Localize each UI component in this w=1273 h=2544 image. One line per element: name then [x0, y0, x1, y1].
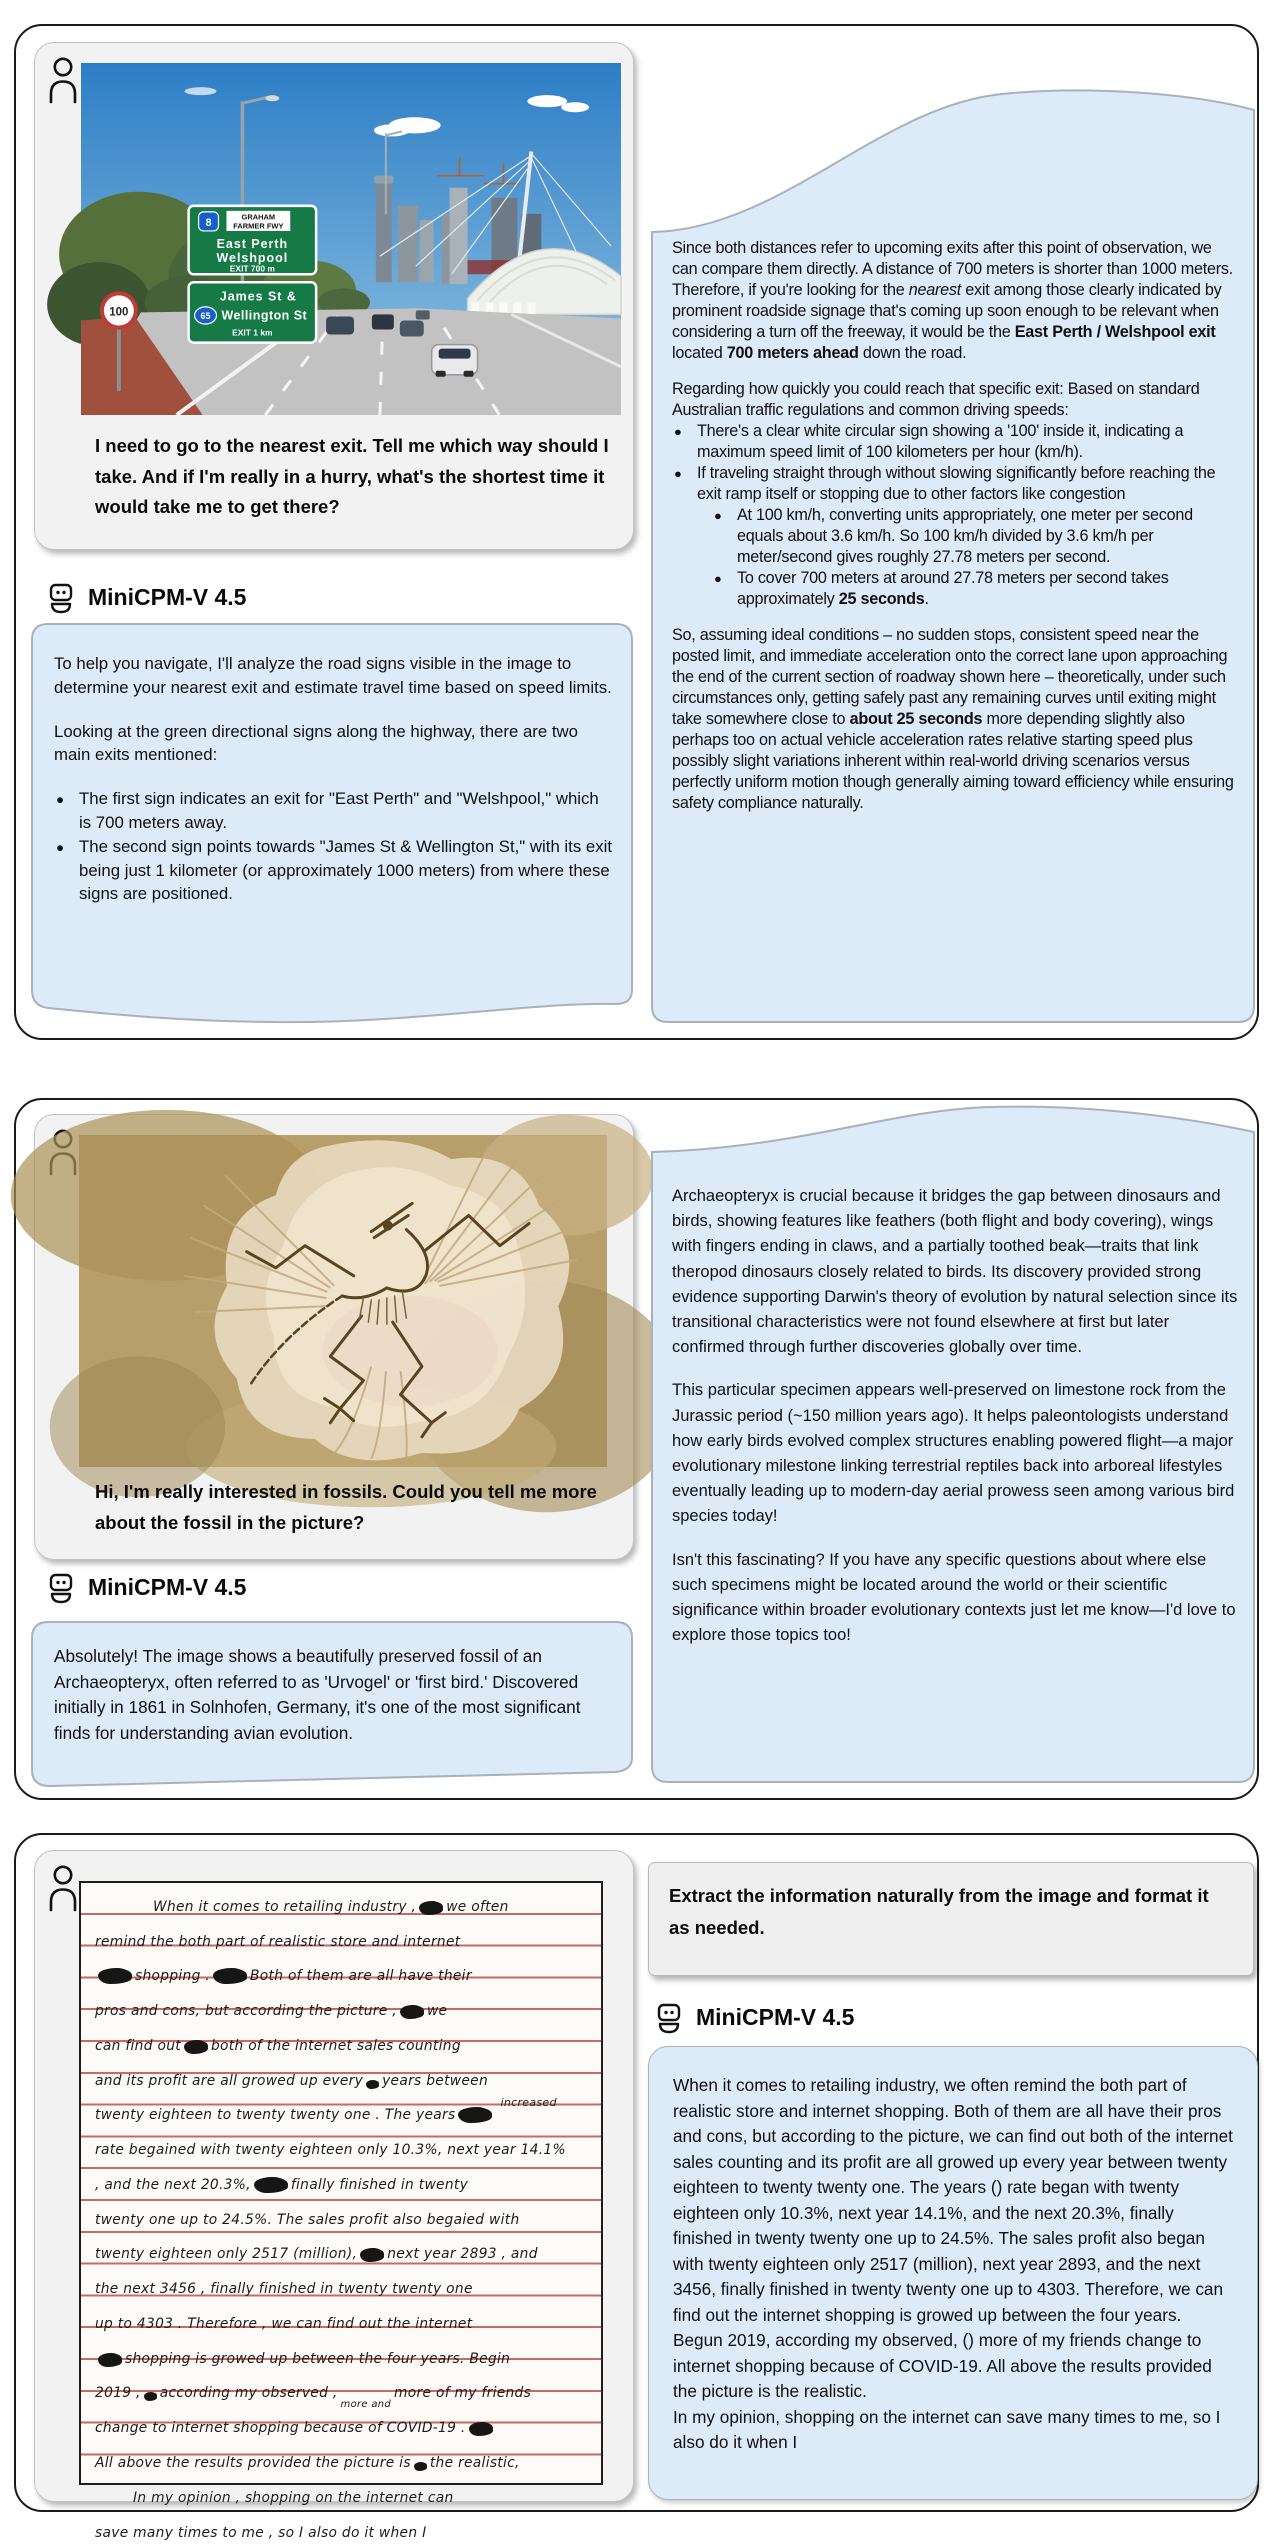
user-icon	[48, 56, 78, 104]
example-panel-navigation	[14, 24, 1259, 1040]
fossil-photo	[79, 1135, 607, 1467]
example-panel-fossil	[14, 1098, 1259, 1800]
handwritten-note-photo	[79, 1881, 603, 2541]
handwritten-line: , and the next 20.3%, finally finished in twenty	[95, 2176, 469, 2193]
ink-scribble	[458, 2107, 492, 2123]
ink-scribble	[469, 2422, 493, 2436]
user-message-card	[34, 1850, 634, 2541]
ink-scribble	[254, 2177, 288, 2193]
svg-text:8: 8	[205, 216, 212, 229]
handwritten-line: shopping is growed up between the four years. Begin	[95, 2335, 593, 2370]
model-name: MiniCPM-V 4.5	[696, 2004, 855, 2030]
svg-text:EXIT 700 m: EXIT 700 m	[229, 263, 275, 274]
ink-scribble	[98, 2353, 122, 2367]
example-panel-handwriting	[14, 1833, 1259, 2541]
robot-icon	[46, 1572, 76, 1604]
user-question: Hi, I'm really interested in fossils. Could you tell me more about the fossil in the picture?	[95, 1481, 597, 1533]
handwritten-line: up to 4303 . Therefore , we can find out the internet	[95, 2315, 473, 2332]
ink-scribble	[366, 2080, 379, 2089]
svg-text:Welshpool: Welshpool	[216, 251, 289, 266]
user-icon	[48, 1864, 78, 1912]
user-question: I need to go to the nearest exit. Tell me which way should I take. And if I'm really in a hurry, what's the shortest time it would take me to get there?	[95, 435, 609, 517]
svg-text:East Perth: East Perth	[216, 236, 289, 252]
handwritten-line: When it comes to retailing industry , we often	[153, 1898, 509, 1915]
assistant-bubble-left	[30, 622, 634, 1026]
assistant-bubble-right	[650, 80, 1256, 1026]
ink-scribble	[419, 1901, 443, 1915]
assistant-response-text: When it comes to retailing industry, we often remind the both part of realistic store and internet shopping. Both of them are all have their pros and cons, but according to the picture, we can find out both of the internet sales counting and its profit are all growed up every year between twenty eighteen to twenty twenty one. The years () rate began with twenty eighteen only 10.3%, next year 14.1%, and the next 20.3%, finally finished in twenty twenty one up to 24.5%. The sales profit also began with twenty eighteen only 2517 (million), next year 2893, and the next 3456, finally finished in twenty twenty one up to 4303. Therefore, we can find out the internet shopping is growed up between the four years. Begun 2019, according my observed, () more of my friends change to internet shopping because of COVID-19. All above the results provided the picture is the realistic. In my opinion, shopping on the internet can save many times to me, so I also do it when I	[673, 2075, 1233, 2452]
assistant-response-text: Since both distances refer to upcoming exits after this point of observation, we can compare them directly. A distance of 700 meters is shorter than 1000 meters. Therefore, if you're looking for the nearest exit among those clearly indicated by prominent roadside signage that's coming up soon enough to be relevant when considering a turn off the freeway, it would be the East Perth / Welshpool exit located 700 meters ahead down the road. Regarding how quickly you could reach that specific exit: Based on standard Australian traffic regulations and common driving speeds: ● There's a clear white circular sign showing a '100' inside it, indicating a maximum speed limit of 100 kilometers per hour (km/h). ● If traveling straight through without slowing significantly before reaching the exit ramp itself or stopping due to other factors like congestion ● At 100 km/h, converting units appropriately, one meter per second equals about 3.6 km/h. So 100 km/h divided by 3.6 km/h per meter/second gives roughly 27.78 meters per second. ● To cover 700 meters at around 27.78 meters per second takes approximately 25 seconds. So, assuming ideal conditions – no sudden stops, consistent speed near the posted limit, and immediate acceleration onto the correct lane upon approaching the end of the current section of roadway shown here – theoretically, under such circumstances only, getting safely past any remaining curves until exiting might take somewhere close to about 25 seconds more depending slightly also perhaps too on actual vehicle acceleration rates relative starting speed plus possibly slight variations inherent within real-world driving scenarios versus perfectly uniform motion though generally aiming toward efficiency while ensuring safety compliance naturally.	[672, 238, 1238, 814]
ink-scribble	[98, 1968, 132, 1984]
robot-icon	[654, 2002, 684, 2034]
assistant-bubble-right	[650, 1100, 1256, 1786]
freeway-sign-2	[189, 282, 317, 342]
model-label-row	[46, 1572, 446, 1608]
handwritten-line: the next 3456 , finally finished in twenty twenty one	[95, 2281, 473, 2298]
model-label-row	[654, 2002, 1054, 2038]
assistant-response-text: Absolutely! The image shows a beautifully preserved fossil of an Archaeopteryx, often referred to as 'Urvogel' or 'first bird.' Discovered initially in 1861 in Solnhofen, Germany, it's one of the most significant finds for understanding avian evolution.	[54, 1646, 581, 1743]
ink-scribble	[360, 2248, 384, 2262]
robot-icon	[46, 582, 76, 614]
svg-text:EXIT 1 km: EXIT 1 km	[232, 327, 273, 338]
assistant-response-text: To help you navigate, I'll analyze the road signs visible in the image to determine your nearest exit and estimate travel time based on speed limits. Looking at the green directional signs along the highway, there are two main exits mentioned: ● The first sign indicates an exit for "East Perth" and "Welshpool," which is 700 meters away. ● The second sign points towards "James St & Wellington St," with its exit being just 1 kilometer (or approximately 1000 meters) from where these signs are positioned.	[54, 652, 612, 906]
handwritten-line: remind the both part of realistic store and internet	[95, 1933, 461, 1950]
handwritten-line: save many times to me , so I also do it when I	[95, 2524, 427, 2541]
handwritten-line: rate begained with twenty eighteen only 10.3%, next year 14.1%	[95, 2142, 566, 2159]
svg-text:Wellington St: Wellington St	[221, 308, 308, 323]
handwritten-line: In my opinion , shopping on the internet can	[133, 2489, 454, 2506]
handwritten-line: twenty eighteen to twenty twenty one . The years increased	[95, 2096, 557, 2124]
svg-text:GRAHAM: GRAHAM	[241, 212, 276, 222]
handwritten-line: All above the results provided the picture is the realistic,	[95, 2455, 520, 2472]
user-message-card	[34, 42, 634, 550]
assistant-bubble	[648, 2046, 1258, 2500]
svg-text:65: 65	[200, 310, 211, 321]
svg-text:James St &: James St &	[219, 289, 297, 304]
ink-scribble	[184, 2040, 208, 2054]
handwritten-line: change to internet shopping because of COVID-19 .	[95, 2404, 593, 2439]
freeway-sign-1	[189, 206, 317, 274]
model-name: MiniCPM-V 4.5	[88, 584, 247, 610]
model-name: MiniCPM-V 4.5	[88, 1574, 247, 1600]
ink-scribble	[213, 1968, 247, 1984]
handwritten-line: 2019 , according my observed , more and more of my friends	[95, 2385, 532, 2411]
svg-text:100: 100	[109, 306, 129, 319]
assistant-response-text: Archaeopteryx is crucial because it bridges the gap between dinosaurs and birds, showing features like feathers (both flight and body covering), wings with fingers ending in claws, and a partially toothed beak—traits that link theropod dinosaurs closely related to birds. Its discovery provided strong evidence supporting Darwin's theory of evolution by natural selection since its transitional characteristics were not found elsewhere at first but later confirmed through further discoveries globally over time. This particular specimen appears well-preserved on limestone rock from the Jurassic period (~150 million years ago). It helps paleontologists understand how early birds evolved complex structures enabling powered flight—a major evolutionary milestone linking terrestrial reptiles back into arboreal lifestyles eventually leading up to modern-day aerial prowess seen among various bird species today! Isn't this fascinating? If you have any specific questions about where else such specimens might be located around the world or their scientific significance within broader evolutionary contexts just let me know—I'd love to explore those topics too!	[672, 1187, 1238, 1645]
inserted-word-below: more and	[340, 2399, 392, 2411]
inserted-word-above: increased	[500, 2096, 557, 2110]
handwritten-line: can find out both of the internet sales counting	[95, 2037, 461, 2054]
ink-scribble	[144, 2392, 157, 2401]
handwritten-line: shopping . Both of them are all have their	[95, 1953, 593, 1988]
ink-scribble	[400, 2005, 424, 2019]
highway-photo	[81, 63, 621, 415]
handwritten-line: pros and cons, but according the picture , we	[95, 2003, 448, 2020]
model-label-row	[46, 582, 446, 618]
user-question: Extract the information naturally from the image and format it as needed.	[669, 1885, 1209, 1938]
user-message-card	[648, 1862, 1254, 1976]
user-message-card	[34, 1114, 634, 1560]
svg-text:FARMER FWY: FARMER FWY	[233, 221, 284, 231]
handwritten-line: twenty one up to 24.5%. The sales profit also begaied with	[95, 2211, 520, 2228]
handwritten-line: and its profit are all growed up every years between	[95, 2072, 488, 2089]
ink-scribble	[414, 2462, 427, 2471]
assistant-bubble-left	[30, 1620, 634, 1788]
handwritten-line: twenty eighteen only 2517 (million), next year 2893 , and	[95, 2246, 538, 2263]
